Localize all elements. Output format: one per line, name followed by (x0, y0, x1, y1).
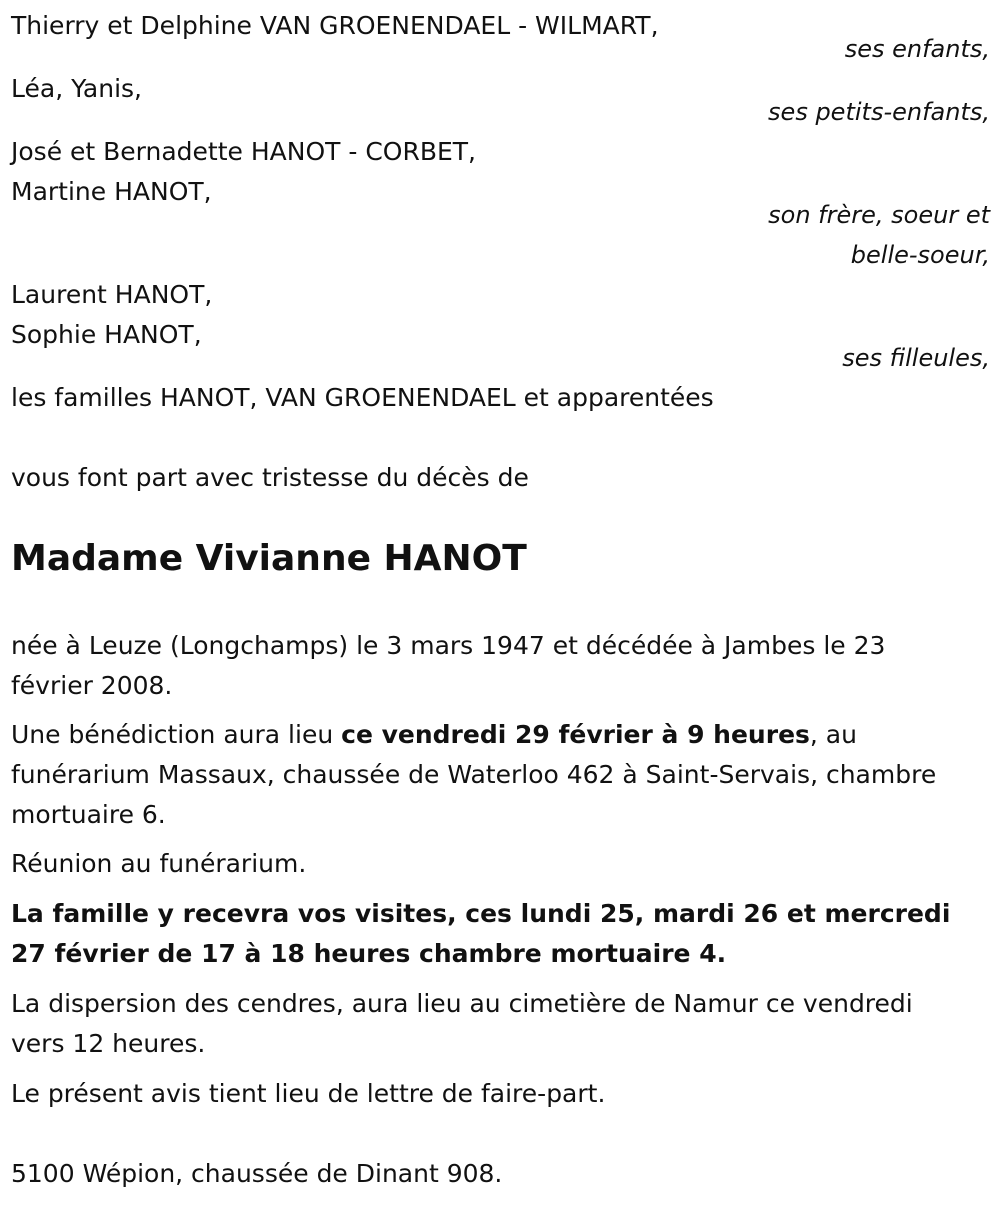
ashes-text: La dispersion des cendres, aura lieu au cimetière de Namur ce vendredi vers 12 heures. (11, 989, 913, 1058)
announcement-text: vous font part avec tristesse du décès de (11, 463, 529, 492)
grandchildren-relation: ses petits-enfants, (768, 98, 990, 126)
notice-text: Le présent avis tient lieu de lettre de faire-part. (11, 1079, 606, 1108)
children-relation: ses enfants, (844, 35, 990, 63)
extended-families: les familles HANOT, VAN GROENENDAEL et apparentées (11, 383, 714, 412)
children-names: Thierry et Delphine VAN GROENENDAEL - WILMART, (11, 11, 659, 40)
ceremony-suffix: , au funérarium Massaux, chaussée de Waterloo 462 à Saint-Servais, chambre mortuaire 6. (11, 720, 937, 829)
ceremony-date: ce vendredi 29 février à 9 heures (341, 720, 810, 749)
address-text: 5100 Wépion, chaussée de Dinant 908. (11, 1159, 503, 1188)
siblings-names-1: José et Bernadette HANOT - CORBET, (11, 137, 477, 166)
reunion-text: Réunion au funérarium. (11, 849, 307, 878)
godchildren-names-2: Sophie HANOT, (11, 320, 202, 349)
godchildren-relation: ses filleules, (842, 344, 990, 372)
deceased-name: Madame Vivianne HANOT (11, 538, 527, 579)
birth-death-text: née à Leuze (Longchamps) le 3 mars 1947 et décédée à Jambes le 23 février 2008. (11, 631, 886, 700)
ceremony-prefix: Une bénédiction aura lieu (11, 720, 342, 749)
grandchildren-names: Léa, Yanis, (11, 74, 142, 103)
visits-text: La famille y recevra vos visites, ces lundi 25, mardi 26 et mercredi 27 février de 17 à 18 heures chambre mortuaire 4. (11, 899, 951, 968)
ceremony-text (11, 715, 971, 835)
siblings-names-2: Martine HANOT, (11, 177, 212, 206)
siblings-relation-1: son frère, soeur et (768, 201, 990, 229)
siblings-relation-2: belle-soeur, (850, 241, 990, 269)
godchildren-names-1: Laurent HANOT, (11, 280, 213, 309)
